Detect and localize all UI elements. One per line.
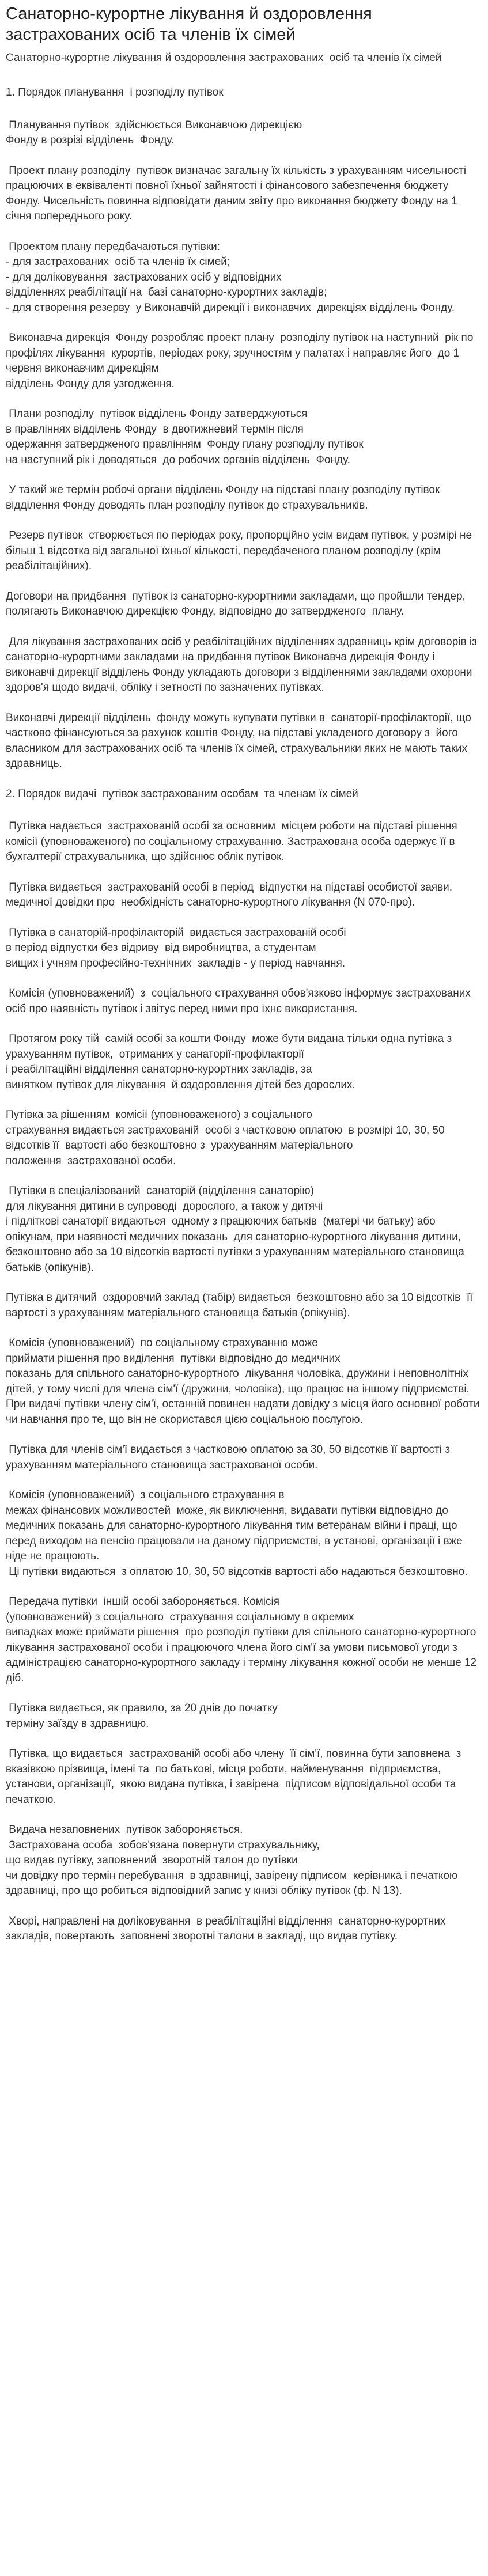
- paragraph: Путівка надається застрахованій особі за основним місцем роботи на підставі рішення комісії (уповноваженого) по соціальному страхуванню. Застрахована особа одержує її в бухгалтерії страхувальника, що здійснює облік путівок.: [6, 820, 460, 863]
- page-subtitle: Санаторно-курортне лікування й оздоровлення застрахованих осіб та членів їх сімей: [6, 52, 442, 64]
- page-title: Санаторно-курортне лікування й оздоровлення застрахованих осіб та членів їх сімей: [6, 5, 372, 44]
- paragraph: У такий же термін робочі органи відділень Фонду на підставі плану розподілу путівок відділення Фонду доводять план розподілу путівок до страхувальників.: [6, 484, 443, 512]
- paragraph: Путівка в дитячий оздоровчий заклад (табір) видається безкоштовно або за 10 відсотків її вартості з урахуванням матеріального становища батьків (опікунів).: [6, 1291, 476, 1319]
- paragraph: Путівка, що видається застрахованій особі або члену її сім'ї, повинна бути заповнена з вказівкою прізвища, імені та по батькові, місця роботи, найменування підприємства, установи, організації, якою видана путівка, і завірена підписом відповідальної особи та печаткою.: [6, 1748, 464, 1806]
- paragraph: Проект плану розподілу путівок визначає загальну їх кількість з урахуванням чисельності працюючих в еквіваленті повної їхньої зайнятості і фінансового забезпечення бюджету Фонду. Чисельність повинна відповідати даним звіту про виконання бюджету Фонду на 1 січня попереднього року.: [6, 164, 470, 222]
- paragraph: Резерв путівок створюється по періодах року, пропорційно усім видам путівок, у розмірі не більш 1 відсотка від загальної їхньої кількості, передбаченого планом розподілу (крім реабілітаційних).: [6, 529, 475, 572]
- paragraph: Комісія (уповноважений) з соціального страхування обов'язково інформує застрахованих осіб про наявність путівок і звітує перед ними про їхнє використання.: [6, 987, 474, 1015]
- paragraph: Путівки в спеціалізований санаторій (відділення санаторію) для лікування дитини в супроводі дорослого, а також у дитячі і підліткові санаторії видаються одному з працюючих батьків (матері чи батьку) або опікунам, при наявності медичних показань для санаторно-курортного лікування дитини, безкоштовно або за 10 відсотків вартості путівки з урахуванням матеріального становища батьків (опікунів).: [6, 1185, 464, 1274]
- section-heading-planning: 1. Порядок планування і розподілу путівок: [6, 86, 224, 99]
- paragraph: Протягом року тій самій особі за кошти Фонду може бути видана тільки одна путівка з урахуванням путівок, отриманих у санаторії-профілакторії і реабілітаційні відділення санаторно-курортних закладів, за винятком путівок для лікування й оздоровлення дітей без дорослих.: [6, 1033, 452, 1091]
- section-heading-issuance: 2. Порядок видачі путівок застрахованим особам та членам їх сімей: [6, 787, 358, 800]
- paragraph: Путівка видається застрахованій особі в період відпустки на підставі особистої заяви, медичної довідки про необхідність санаторно-курортного лікування (N 070-про).: [6, 881, 456, 908]
- paragraph: Видача незаповнених путівок забороняється. Застрахована особа зобов'язана повернути страхувальнику, що видав путівку, заповнений зворотній талон до путівки чи довідку про термін перебування в здравниці, завірену підписом керівника і печаткою здравниці, про що робиться відповідний запис у книзі обліку путівок (ф. N 13).: [6, 1824, 458, 1897]
- paragraph: Комісія (уповноважений) з соціального страхування в межах фінансових можливостей може, як виключення, видавати путівки відповідно до медичних показань для санаторно-курортного лікування тим ветеранам війни і праці, що перед виходом на пенсію працювали на даному підприємстві, в установі, організації і вже ніде не працюють. Ці путівки видаються з оплатою 10, 30, 50 відсотків вартості або надаються безкоштовно.: [6, 1489, 468, 1578]
- paragraph: Договори на придбання путівок із санаторно-курортними закладами, що пройшли тендер, полягають Виконавчою дирекцією Фонду, відповідно до затвердженого плану.: [6, 590, 469, 618]
- paragraph: Путівка в санаторій-профілакторій видається застрахованій особі в період відпустки без відриву від виробництва, а студентам вищих і учням професійно-технічних закладів - у період навчання.: [6, 926, 346, 969]
- paragraph: Проектом плану передбачаються путівки: - для застрахованих осіб та членів їх сімей; - для доліковування застрахованих осіб у відповідних відділеннях реабілітації на базі санаторно-курортних закладів; - для створення резерву у Виконавчій дирекції і виконавчих дирекціях відділень Фонду.: [6, 240, 455, 314]
- paragraph: Для лікування застрахованих осіб у реабілітаційних відділеннях здравниць крім договорів із санаторно-курортними закладами на придбання путівок Виконавча дирекція Фонду і виконавчі дирекції відділень Фонду укладають договори з відділеннями закладами охорони здоров'я щодо видачі, обліку і зeтності по зазначених путівках.: [6, 635, 481, 694]
- paragraph: Путівка видається, як правило, за 20 днів до початку терміну заїзду в здравницю.: [6, 1702, 278, 1730]
- paragraph: Планування путівок здійснюється Виконавчою дирекцією Фонду в розрізі відділень Фонду.: [6, 119, 302, 146]
- paragraph: Хворі, направлені на доліковування в реабілітаційні відділення санаторно-курортних закладів, повертають заповнені зворотні талони в закладі, що видав путівку.: [6, 1915, 449, 1942]
- paragraph: Путівка для членів сім'ї видається з частковою оплатою за 30, 50 відсотків її вартості з урахуванням матеріального становища застрахованої особи.: [6, 1444, 453, 1471]
- paragraph: Плани розподілу путівок відділень Фонду затверджуються в правліннях відділень Фонду в двотижневий термін після одержання затвердженого правлінням Фонду плану розподілу путівок на наступний рік і доводяться до робочих органів відділень Фонду.: [6, 408, 364, 466]
- paragraph: Передача путівки іншій особі забороняється. Комісія (уповноважений) з соціального страхування соціальному в окремих випадках може приймати рішення про розподіл путівки для спільного санаторно-курортного лікування застрахованої особи і працюючого члена його сім'ї за умови письмової угоди з адміністрацією санаторно-курортного закладу і терміну лікування кожної особи не менше 12 діб.: [6, 1596, 477, 1684]
- paragraph: Путівка за рішенням комісії (уповноваженого) з соціального страхування видається застрахованій особі з частковою оплатою в розмірі 10, 30, 50 відсотків її вартості або безкоштовно з урахуванням матеріального положення застрахованої особи.: [6, 1109, 445, 1167]
- paragraph: Комісія (уповноважений) по соціальному страхуванню може приймати рішення про виділення путівки відповідно до медичних показань для спільного санаторно-курортного лікування чоловіка, дружини і неповнолітніх дітей, у тому числі для члена сім'ї (дружини, чоловіка), що працює на іншому підприємстві. При видачі путівки члену сім'ї, останній повинен надати довідку з місця його основної роботи чи навчання про те, що він не скористався цією соціальною послугою.: [6, 1337, 480, 1426]
- paragraph: Виконавчі дирекції відділень фонду можуть купувати путівки в санаторії-профілакторії, що частково фінансуються за рахунок коштів Фонду, на підставі укладеного договору з його власником для застрахованих осіб та членів їх сімей, страхувальники якиx не мають таких здравниць.: [6, 711, 475, 770]
- paragraph: Виконавча дирекція Фонду розробляє проект плану розподілу путівок на наступний рік по профілях лікування курортів, періодах року, зручностям у палатах і направляє його до 1 червня виконавчим дирекціям відділень Фонду для узгодження.: [6, 332, 474, 390]
